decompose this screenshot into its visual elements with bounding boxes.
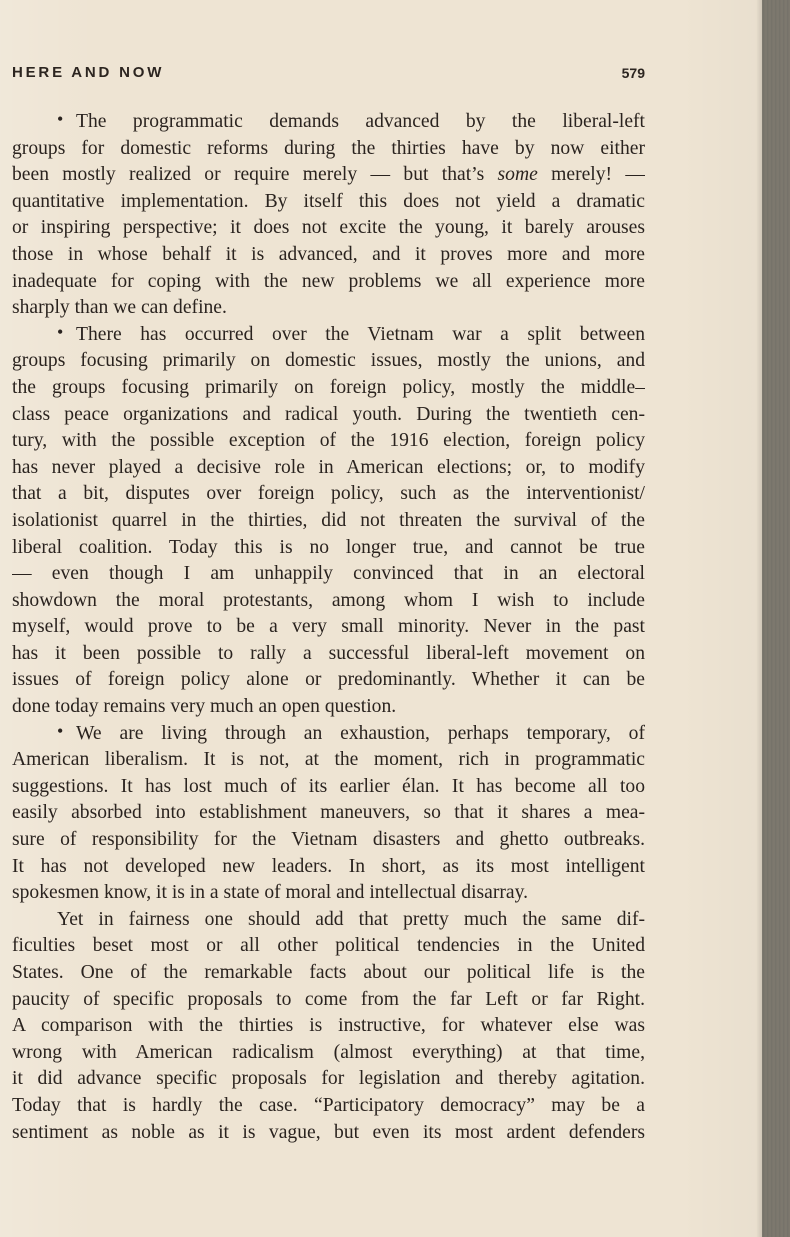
text-line-1-content: The programmatic demands advanced by the liberal-left [76,111,645,132]
text-line-3-before: been mostly realized or require merely — but that’s [12,164,498,186]
text-line-35: A comparison with the thirties is instructive, for whatever else was [12,1015,645,1037]
text-line-17: liberal coalition. Today this is no longer true, and cannot be true [12,536,645,558]
text-line-12: class peace organizations and radical youth. During the twentieth cen- [12,403,645,425]
article-text [12,109,645,1146]
text-line-13: tury, with the possible exception of the 1916 election, foreign policy [12,430,645,452]
text-line-20: myself, would prove to be a very small minority. Never in the past [12,616,645,638]
text-line-3-emphasis: some [497,164,538,186]
text-line-14: has never played a decisive role in American elections; or, to modify [12,456,645,478]
text-line-7: inadequate for coping with the new problems we all experience more [12,270,645,292]
text-line-31: Yet in fairness one should add that pretty much the same dif- [57,908,645,930]
text-line-27: easily absorbed into establishment maneuvers, so that it shares a mea- [12,802,645,824]
text-line-39: sentiment as noble as it is vague, but even its most ardent defenders [12,1121,645,1143]
text-line-28: sure of responsibility for the Vietnam disasters and ghetto outbreaks. [12,829,645,851]
text-line-10: groups focusing primarily on domestic issues, mostly the unions, and [12,350,645,372]
running-title: HERE AND NOW [12,64,165,81]
text-line-3 [12,162,645,189]
text-line-19: showdown the moral protestants, among whom I wish to include [12,589,645,611]
text-line-15: that a bit, disputes over foreign policy, such as the interventionist/ [12,483,645,505]
text-line-21: has it been possible to rally a successful liberal-left movement on [12,642,645,664]
text-line-34: paucity of specific proposals to come from the far Left or far Right. [12,988,645,1010]
text-line-38: Today that is hardly the case. “Participatory democracy” may be a [12,1094,645,1116]
text-line-32: ficulties beset most or all other political tendencies in the United [12,935,645,957]
text-line-9-content: There has occurred over the Vietnam war a split between [76,323,645,345]
text-line-25: American liberalism. It is not, at the moment, rich in programmatic [12,749,645,771]
text-line-4: quantitative implementation. By itself this does not yield a dramatic [12,190,645,212]
text-line-36: wrong with American radicalism (almost everything) at that time, [12,1041,645,1063]
text-line-24 [12,721,645,748]
text-line-16: isolationist quarrel in the thirties, did not threaten the survival of the [12,509,645,531]
text-line-30: spokesmen know, it is in a state of moral and intellectual disarray. [12,882,529,904]
text-line-37: it did advance specific proposals for legislation and thereby agitation. [12,1068,645,1090]
text-line-6: those in whose behalf it is advanced, and it proves more and more [12,243,645,265]
text-line-24-content: We are living through an exhaustion, perhaps temporary, of [76,722,645,744]
text-line-23: done today remains very much an open question. [12,696,397,718]
running-head [12,64,645,88]
text-line-5: or inspiring perspective; it does not excite the young, it barely arouses [12,217,645,239]
text-line-2: groups for domestic reforms during the thirties have by now either [12,137,645,159]
bullet-icon: • [57,109,64,130]
text-line-8: sharply than we can define. [12,297,227,319]
bullet-icon: • [57,321,64,342]
binding-spine [762,0,790,1237]
page-number: 579 [621,65,645,81]
text-line-26: suggestions. It has lost much of its earlier élan. It has become all too [12,775,645,797]
text-line-11: the groups focusing primarily on foreign policy, mostly the middle– [12,376,645,398]
text-line-18: — even though I am unhappily convinced that in an electoral [12,563,645,585]
text-line-29: It has not developed new leaders. In short, as its most intelligent [12,855,645,877]
text-line-1 [12,109,645,136]
text-line-33: States. One of the remarkable facts about our political life is the [12,962,645,983]
text-line-3-after: merely! — [537,164,645,186]
bullet-icon: • [57,720,64,741]
text-line-9 [12,322,645,349]
text-line-22: issues of foreign policy alone or predominantly. Whether it can be [12,669,645,691]
